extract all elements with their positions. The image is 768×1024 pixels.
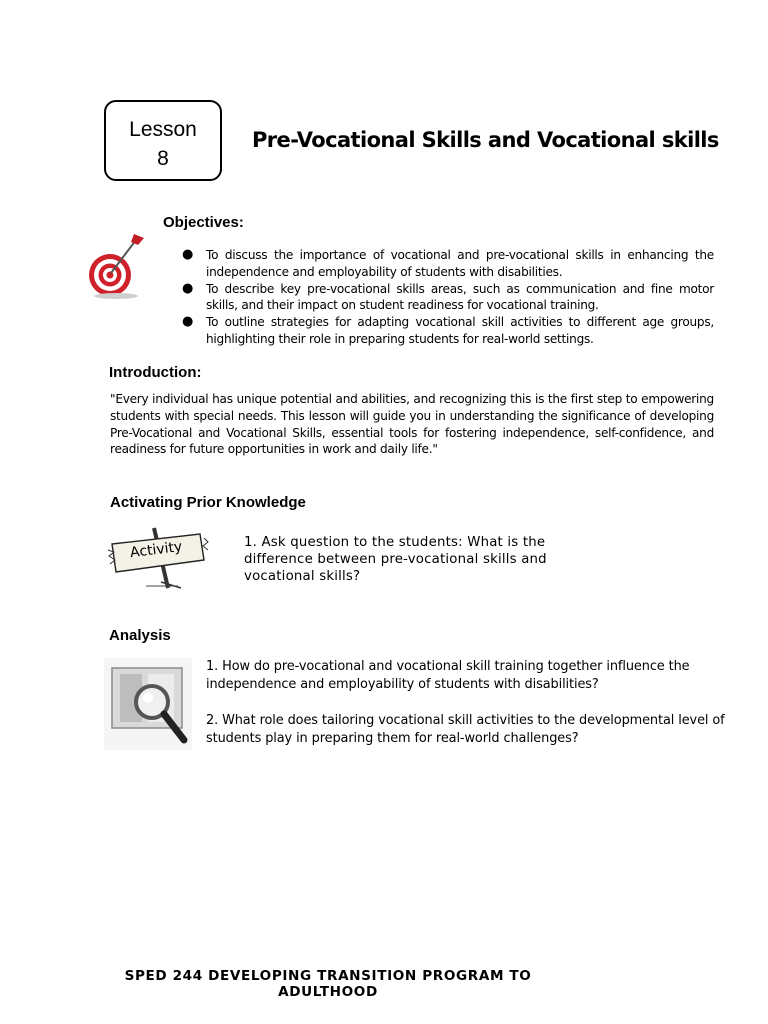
objectives-heading: Objectives:: [163, 214, 244, 231]
activity-sign-label: Activity: [129, 538, 184, 562]
introduction-heading: Introduction:: [109, 364, 202, 381]
prior-knowledge-heading: Activating Prior Knowledge: [110, 494, 306, 511]
footer: [88, 968, 568, 1000]
introduction-text: "Every individual has unique potential and abilities, and recognizing this is the first step to empowering students with special needs. This lesson will guide you in understanding the significance of developing Pre-Vocational and Vocational Skills, essential tools for fostering independence, self-confidence, and readiness for future opportunities in work and daily life.": [110, 392, 714, 457]
objectives-list: [180, 247, 714, 348]
footer-line: ADULTHOOD: [278, 984, 378, 1000]
lesson-number: 8: [157, 147, 169, 170]
activity-sign-icon: [106, 522, 210, 592]
magnifier-icon: [104, 658, 192, 750]
list-item: ● To discuss the importance of vocational and pre-vocational skills in enhancing the independence and employability of students with disabilities.: [182, 247, 714, 279]
prior-knowledge-question: 1. Ask question to the students: What is the difference between pre-vocational skills and vocational skills?: [244, 535, 547, 584]
analysis-heading: Analysis: [109, 627, 171, 644]
analysis-question: 2. What role does tailoring vocational skill activities to the developmental level of students play in preparing them for real-world challenges?: [206, 713, 725, 746]
lesson-badge: [104, 100, 222, 181]
list-item: ● To describe key pre-vocational skills areas, such as communication and fine motor skills, and their impact on student readiness for vocational training.: [182, 280, 714, 313]
list-item: ● To outline strategies for adapting vocational skill activities to different age groups, highlighting their role in preparing students for real-world settings.: [182, 314, 714, 346]
target-dart-icon: [86, 230, 156, 300]
page-title: Pre-Vocational Skills and Vocational skills: [252, 128, 719, 152]
footer-line: SPED 244 DEVELOPING TRANSITION PROGRAM TO: [124, 968, 532, 984]
analysis-question: 1. How do pre-vocational and vocational skill training together influence the independence and employability of students with disabilities?: [206, 659, 690, 692]
lesson-label: Lesson: [129, 118, 197, 141]
